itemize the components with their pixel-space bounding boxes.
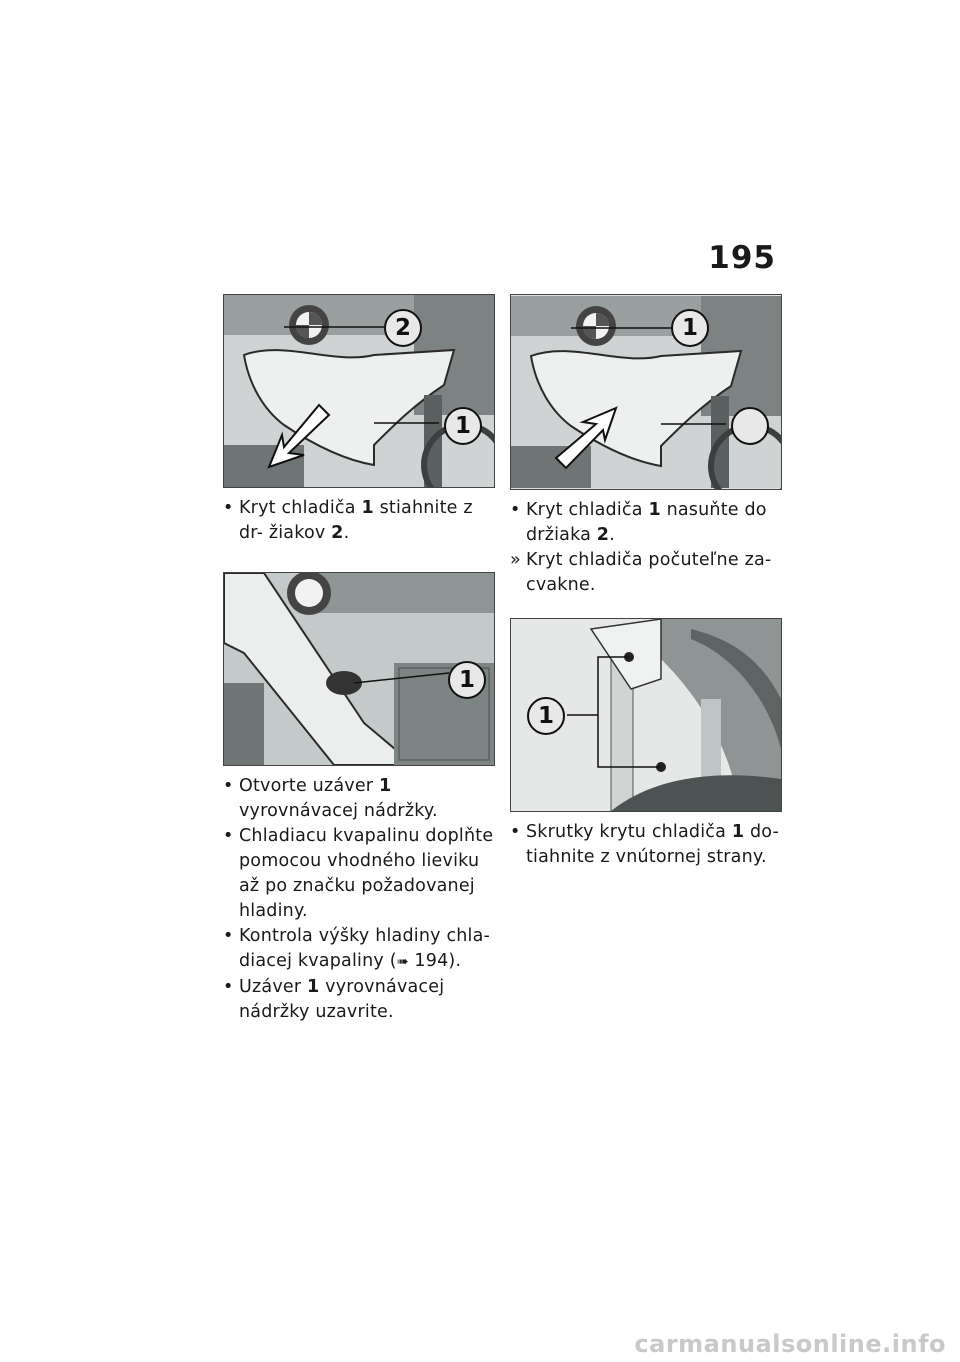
part-ref-2: 2 (331, 523, 344, 543)
callout-2: 2 (384, 309, 422, 347)
list-item: • Kryt chladiča 1 nasuňte do držiaka 2. (510, 500, 767, 545)
steps-list-install (510, 498, 782, 598)
list-item: • Uzáver 1 vyrovnávacej nádržky uzavrite. (223, 977, 445, 1022)
steps-list-screws (510, 820, 782, 870)
bullet-marker: • (223, 826, 234, 846)
part-ref-1: 1 (648, 500, 661, 520)
bullet-marker: • (510, 500, 521, 520)
part-ref-1: 1 (361, 498, 374, 518)
list-item: • Otvorte uzáver 1 vyrovnávacej nádržky. (223, 776, 438, 821)
callout-1: 1 (444, 407, 482, 445)
list-item: • Chladiacu kvapalinu doplňte pomocou vhodného lieviku až po značku požadovanej hladiny. (223, 826, 494, 921)
list-item: • Kontrola výšky hladiny chla- diacej kvapaliny (➠ 194). (223, 926, 491, 971)
bullet-marker: • (223, 977, 234, 997)
part-ref-1: 1 (378, 776, 392, 796)
figure-cover-screws (510, 618, 782, 812)
figure-cover-removal (223, 294, 495, 488)
list-item: » Kryt chladiča počuteľne za- cvakne. (510, 550, 772, 595)
bullet-marker: • (223, 776, 234, 796)
watermark: carmanualsonline.info (634, 1330, 946, 1358)
figure-cover-install (510, 294, 782, 490)
page-reference-link[interactable]: 194). (408, 951, 462, 971)
callout-1: 1 (448, 661, 486, 699)
bullet-marker: • (510, 822, 521, 842)
callout-2: 1 (671, 309, 709, 347)
part-ref-2: 2 (596, 525, 610, 545)
radiator-cover-illustration (224, 295, 494, 487)
figure-reservoir-cap (223, 572, 495, 766)
steps-list-fill (223, 774, 495, 1025)
list-item: • Skrutky krytu chladiča 1 do- tiahnite z vnútornej strany. (510, 822, 780, 867)
part-ref-1: 1 (731, 822, 745, 842)
bullet-marker: • (223, 926, 234, 946)
page-number: 195 (708, 240, 776, 276)
right-column (510, 294, 782, 870)
part-ref-1: 1 (307, 977, 320, 997)
callout-1: 1 (527, 697, 565, 735)
list-item: • Kryt chladiča 1 stiahnite z dr- žiakov 2. (223, 498, 473, 543)
radiator-cover-illustration (511, 295, 781, 489)
left-column (223, 294, 495, 1025)
bullet-marker: • (223, 498, 234, 518)
result-marker: » (510, 550, 521, 570)
page-reference-arrow-icon: ➠ (396, 954, 409, 970)
callout-1 (731, 407, 769, 445)
steps-list-remove (223, 496, 495, 546)
